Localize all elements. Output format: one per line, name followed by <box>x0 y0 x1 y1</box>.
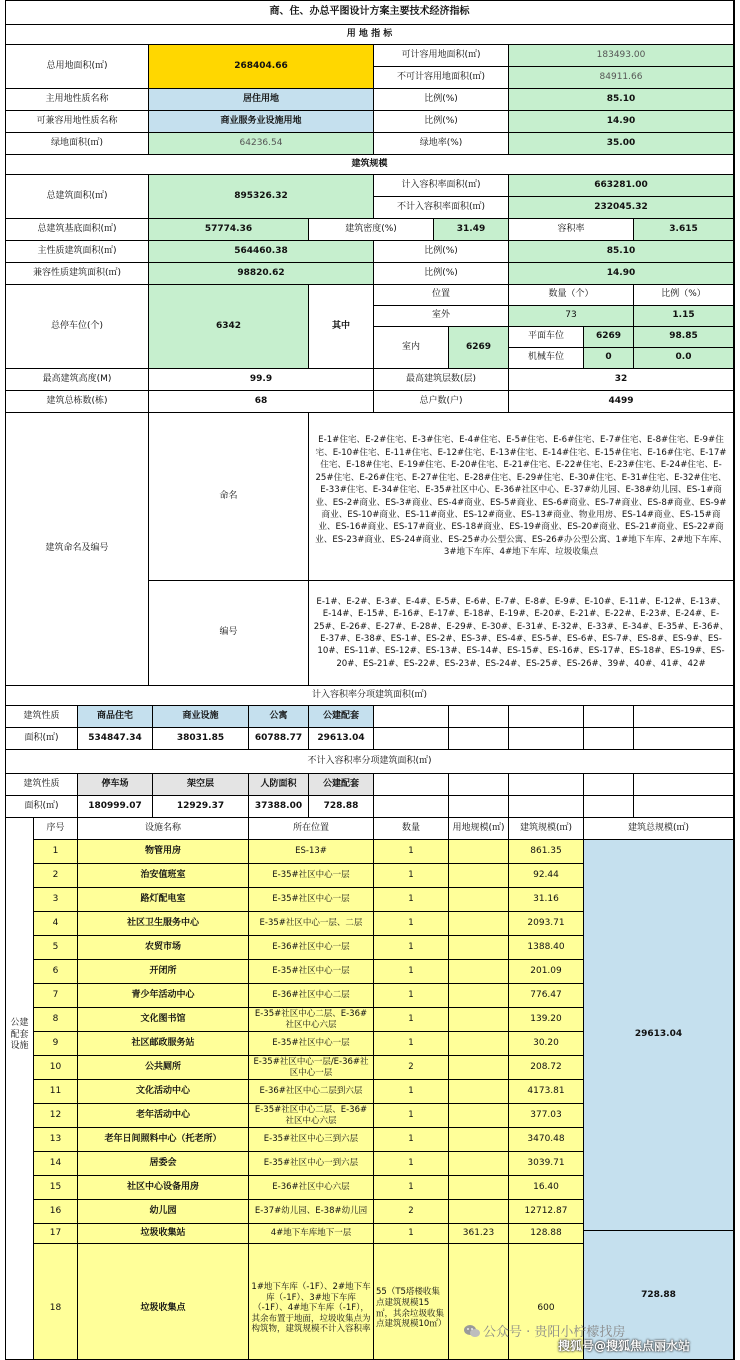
household-label: 总户数(户) <box>374 391 509 413</box>
facility-qty: 2 <box>374 1056 449 1080</box>
facility-loc: E-35#社区中心一层/E-36#社区中心一层 <box>249 1056 374 1080</box>
facility-row <box>6 1080 734 1104</box>
far-type-1: 商品住宅 <box>78 706 153 728</box>
facility-loc: E-36#社区中心二层到六层 <box>249 1080 374 1104</box>
facility-qty: 1 <box>374 1224 449 1244</box>
nonfar-area-label: 不计入容积率面积(㎡) <box>374 197 509 219</box>
far-ratio-value: 3.615 <box>634 219 734 241</box>
facility-name: 垃圾收集站 <box>78 1224 249 1244</box>
base-area-value: 57774.36 <box>149 219 309 241</box>
far-type-3: 公寓 <box>249 706 309 728</box>
parking-total-label: 总停车位(个) <box>6 285 149 369</box>
facility-loc: E-35#社区中心二层、E-36#社区中心六层 <box>249 1008 374 1032</box>
facility-loc: E-37#幼儿园、E-38#幼儿园 <box>249 1200 374 1224</box>
facility-no: 8 <box>34 1008 78 1032</box>
parking-outdoor-qty: 73 <box>509 306 634 327</box>
facility-no: 7 <box>34 984 78 1008</box>
green-area-value: 64236.54 <box>149 133 374 155</box>
facility-qty: 1 <box>374 864 449 888</box>
land-section-header: 用 地 指 标 <box>6 25 734 45</box>
facility-row <box>6 912 734 936</box>
far-value-1: 534847.34 <box>78 728 153 750</box>
facility-row <box>6 960 734 984</box>
watermark-wechat-text: 公众号 · 贵阳小柠檬找房 <box>483 1325 626 1340</box>
mixed-build-value: 98820.62 <box>149 263 374 285</box>
facility-row <box>6 1032 734 1056</box>
nonfar-value-4: 728.88 <box>309 796 374 818</box>
facility-area: 139.20 <box>509 1008 584 1032</box>
facility-name: 物管用房 <box>78 840 249 864</box>
facility-qty: 1 <box>374 1176 449 1200</box>
facility-area: 16.40 <box>509 1176 584 1200</box>
facility-row <box>6 984 734 1008</box>
facility-area: 377.03 <box>509 1104 584 1128</box>
parking-mech-qty: 0 <box>584 348 634 369</box>
parking-pos-header: 位置 <box>374 285 509 306</box>
fac-total-header: 建筑总规模(㎡) <box>584 818 734 840</box>
parking-mech-label: 机械车位 <box>509 348 584 369</box>
facility-land <box>449 1008 509 1032</box>
facility-area: 776.47 <box>509 984 584 1008</box>
facility-area: 2093.71 <box>509 912 584 936</box>
facility-no: 13 <box>34 1128 78 1152</box>
wechat-icon <box>464 1324 480 1338</box>
facility-no: 11 <box>34 1080 78 1104</box>
nonfar-type-2: 架空层 <box>153 774 249 796</box>
far-split-header: 计入容积率分项建筑面积(㎡) <box>6 686 734 706</box>
facility-area: 1388.40 <box>509 936 584 960</box>
facility-no: 5 <box>34 936 78 960</box>
parking-outdoor-ratio: 1.15 <box>634 306 734 327</box>
facility-land <box>449 1200 509 1224</box>
facility-loc: E-35#社区中心三到六层 <box>249 1128 374 1152</box>
far-value-2: 38031.85 <box>153 728 249 750</box>
facility-row <box>6 936 734 960</box>
far-ratio-label: 容积率 <box>509 219 634 241</box>
facility-no: 12 <box>34 1104 78 1128</box>
facility-land <box>449 1080 509 1104</box>
main-build-value: 564460.38 <box>149 241 374 263</box>
facility-land <box>449 936 509 960</box>
naming-label: 建筑命名及编号 <box>6 413 149 686</box>
facility-qty: 2 <box>374 1200 449 1224</box>
facility-qty: 1 <box>374 888 449 912</box>
facility-name: 文化活动中心 <box>78 1080 249 1104</box>
nonfar-type-4: 公建配套 <box>309 774 374 796</box>
parking-qty-header: 数量（个） <box>509 285 634 306</box>
far-area-label: 计入容积率面积(㎡) <box>374 175 509 197</box>
facility-no: 14 <box>34 1152 78 1176</box>
parking-flat-qty: 6269 <box>584 327 634 348</box>
facility-area: 12712.87 <box>509 1200 584 1224</box>
watermark-sohu: 搜狐号@搜狐焦点丽水站 <box>558 1339 691 1353</box>
facility-row <box>6 1200 734 1224</box>
naming-code-label: 编号 <box>149 581 309 686</box>
facility-no: 3 <box>34 888 78 912</box>
far-land-value: 183493.00 <box>509 45 734 67</box>
max-floors-label: 最高建筑层数(层) <box>374 369 509 391</box>
facility-row <box>6 888 734 912</box>
far-area-row-label: 面积(㎡) <box>6 728 78 750</box>
total-land-label: 总用地面积(㎡) <box>6 45 149 89</box>
nonfar-land-value: 84911.66 <box>509 67 734 89</box>
facility-name: 老年日间照料中心（托老所） <box>78 1128 249 1152</box>
fac-qty-header: 数量 <box>374 818 449 840</box>
facility-name: 老年活动中心 <box>78 1104 249 1128</box>
nonfar-land-label: 不可计容用地面积(㎡) <box>374 67 509 89</box>
household-value: 4499 <box>509 391 734 413</box>
far-value-4: 29613.04 <box>309 728 374 750</box>
mixed-build-ratio-value: 14.90 <box>509 263 734 285</box>
facility-name: 居委会 <box>78 1152 249 1176</box>
facility-name: 垃圾收集点 <box>78 1244 249 1360</box>
facility-loc: E-35#社区中心一层 <box>249 888 374 912</box>
fac-total-a: 29613.04 <box>584 840 734 1231</box>
facility-name: 社区卫生服务中心 <box>78 912 249 936</box>
far-area-value: 663281.00 <box>509 175 734 197</box>
facility-area: 3039.71 <box>509 1152 584 1176</box>
facility-qty: 55（T5塔楼收集点建筑规模15㎡，其余垃圾收集点建筑规模10㎡） <box>374 1244 449 1360</box>
facility-qty: 1 <box>374 1128 449 1152</box>
facility-qty: 1 <box>374 1032 449 1056</box>
main-build-ratio-value: 85.10 <box>509 241 734 263</box>
facility-qty: 1 <box>374 960 449 984</box>
facility-row <box>6 864 734 888</box>
fac-total-b: 728.88 <box>584 1231 734 1360</box>
building-count-label: 建筑总栋数(栋) <box>6 391 149 413</box>
facility-row <box>6 1152 734 1176</box>
facility-area: 208.72 <box>509 1056 584 1080</box>
facility-area: 600 <box>509 1244 584 1360</box>
parking-flat-label: 平面车位 <box>509 327 584 348</box>
facility-area: 30.20 <box>509 1032 584 1056</box>
fac-loc-header: 所在位置 <box>249 818 374 840</box>
parking-ratio-header: 比例（%） <box>634 285 734 306</box>
parking-outdoor-label: 室外 <box>374 306 509 327</box>
facility-name: 公共厕所 <box>78 1056 249 1080</box>
facility-name: 社区邮政服务站 <box>78 1032 249 1056</box>
facility-no: 16 <box>34 1200 78 1224</box>
facility-no: 1 <box>34 840 78 864</box>
facility-land <box>449 1176 509 1200</box>
facility-name: 开闭所 <box>78 960 249 984</box>
far-type-label: 建筑性质 <box>6 706 78 728</box>
facility-land <box>449 1244 509 1360</box>
fac-land-header: 用地规模(㎡) <box>449 818 509 840</box>
facility-land <box>449 864 509 888</box>
facility-area: 201.09 <box>509 960 584 984</box>
green-rate-value: 35.00 <box>509 133 734 155</box>
facility-qty: 1 <box>374 912 449 936</box>
max-floors-value: 32 <box>509 369 734 391</box>
facility-name: 社区中心设备用房 <box>78 1176 249 1200</box>
density-label: 建筑密度(%) <box>309 219 434 241</box>
nonfar-split-header: 不计入容积率分项建筑面积(㎡) <box>6 750 734 774</box>
green-rate-label: 绿地率(%) <box>374 133 509 155</box>
far-value-3: 60788.77 <box>249 728 309 750</box>
facility-name: 青少年活动中心 <box>78 984 249 1008</box>
facility-loc: ES-13# <box>249 840 374 864</box>
parking-indoor-label: 室内 <box>374 327 449 369</box>
facility-qty: 1 <box>374 1152 449 1176</box>
facility-loc: E-36#社区中心六层 <box>249 1176 374 1200</box>
main-use-ratio-label: 比例(%) <box>374 89 509 111</box>
total-build-value: 895326.32 <box>149 175 374 219</box>
facility-land <box>449 1128 509 1152</box>
mixed-use-ratio-label: 比例(%) <box>374 111 509 133</box>
facility-loc: E-35#社区中心一到六层 <box>249 1152 374 1176</box>
facility-loc: E-35#社区中心一层 <box>249 960 374 984</box>
far-type-2: 商业设施 <box>153 706 249 728</box>
green-area-label: 绿地面积(㎡) <box>6 133 149 155</box>
facility-row <box>6 1104 734 1128</box>
facility-loc: E-35#社区中心一层 <box>249 1032 374 1056</box>
facility-qty: 1 <box>374 840 449 864</box>
parking-among-label: 其中 <box>309 285 374 369</box>
facility-area: 128.88 <box>509 1224 584 1244</box>
facility-no: 2 <box>34 864 78 888</box>
nonfar-value-3: 37388.00 <box>249 796 309 818</box>
facility-area: 3470.48 <box>509 1128 584 1152</box>
facility-name: 文化图书馆 <box>78 1008 249 1032</box>
facility-name: 治安值班室 <box>78 864 249 888</box>
main-build-label: 主性质建筑面积(㎡) <box>6 241 149 263</box>
facility-land <box>449 984 509 1008</box>
total-land-value: 268404.66 <box>149 45 374 89</box>
facility-land <box>449 888 509 912</box>
nonfar-type-label: 建筑性质 <box>6 774 78 796</box>
spreadsheet <box>5 0 735 1360</box>
far-land-label: 可计容用地面积(㎡) <box>374 45 509 67</box>
facility-no: 10 <box>34 1056 78 1080</box>
building-count-value: 68 <box>149 391 374 413</box>
facility-land <box>449 1152 509 1176</box>
facility-no: 4 <box>34 912 78 936</box>
facility-land <box>449 912 509 936</box>
facility-no: 17 <box>34 1224 78 1244</box>
sheet-title: 商、住、办总平图设计方案主要技术经济指标 <box>6 1 734 25</box>
facility-area: 4173.81 <box>509 1080 584 1104</box>
max-height-value: 99.9 <box>149 369 374 391</box>
facility-loc: E-35#社区中心一层 <box>249 864 374 888</box>
facility-row <box>6 1224 734 1244</box>
facility-land: 361.23 <box>449 1224 509 1244</box>
facility-area: 861.35 <box>509 840 584 864</box>
facility-loc: E-35#社区中心二层、E-36#社区中心六层 <box>249 1104 374 1128</box>
facility-area: 92.44 <box>509 864 584 888</box>
facility-no: 9 <box>34 1032 78 1056</box>
facility-row <box>6 1128 734 1152</box>
parking-indoor-qty: 6269 <box>449 327 509 369</box>
facility-name: 农贸市场 <box>78 936 249 960</box>
facility-land <box>449 840 509 864</box>
parking-flat-ratio: 98.85 <box>634 327 734 348</box>
mixed-build-ratio-label: 比例(%) <box>374 263 509 285</box>
main-build-ratio-label: 比例(%) <box>374 241 509 263</box>
facility-row <box>6 1176 734 1200</box>
naming-name-label: 命名 <box>149 413 309 581</box>
facility-loc: E-35#社区中心一层、二层 <box>249 912 374 936</box>
facility-qty: 1 <box>374 1104 449 1128</box>
fac-group-label: 公建配套设施 <box>6 840 34 1360</box>
fac-no-header: 序号 <box>34 818 78 840</box>
mixed-use-ratio-value: 14.90 <box>509 111 734 133</box>
max-height-label: 最高建筑高度(M) <box>6 369 149 391</box>
build-section-header: 建筑规模 <box>6 155 734 175</box>
facility-loc: 1#地下车库（-1F）、2#地下车库（-1F）、3#地下车库（-1F）、4#地下车库（-1F），其余布置于地面，垃圾收集点为构筑物，建筑规模不计入容积率 <box>249 1244 374 1360</box>
naming-codes-text: E-1#、E-2#、E-3#、E-4#、E-5#、E-6#、E-7#、E-8#、E-9#、E-10#、E-11#、E-12#、E-13#、E-14#、E-15#、E-16#、E-17#、E-18#、E-19#、E-20#、E-21#、E-22#、E-23#、E-24#、E-25#、E-26#、E-27#、E-28#、E-29#、E-30#、E-31#、E-32#、E-33#、E-34#、E-35#、E-36#、E-37#、E-38#、ES-1#、ES-2#、ES-3#、ES-4#、ES-5#、ES-6#、ES-7#、ES-8#、ES-9#、ES-10#、ES-11#、ES-12#、ES-13#、ES-14#、ES-15#、ES-16#、ES-17#、ES-18#、ES-19#、ES-20#、ES-21#、ES-22#、ES-23#、ES-24#、ES-25#、ES-26#、39#、40#、41#、42# <box>309 581 734 686</box>
facility-area: 31.16 <box>509 888 584 912</box>
facility-land <box>449 1104 509 1128</box>
nonfar-value-1: 180999.07 <box>78 796 153 818</box>
parking-mech-ratio: 0.0 <box>634 348 734 369</box>
total-build-label: 总建筑面积(㎡) <box>6 175 149 219</box>
nonfar-type-3: 人防面积 <box>249 774 309 796</box>
facility-no: 6 <box>34 960 78 984</box>
mixed-use-value: 商业服务业设施用地 <box>149 111 374 133</box>
mixed-use-label: 可兼容用地性质名称 <box>6 111 149 133</box>
base-area-label: 总建筑基底面积(㎡) <box>6 219 149 241</box>
mixed-build-label: 兼容性质建筑面积(㎡) <box>6 263 149 285</box>
nonfar-type-1: 停车场 <box>78 774 153 796</box>
nonfar-area-value: 232045.32 <box>509 197 734 219</box>
facility-name: 路灯配电室 <box>78 888 249 912</box>
main-use-label: 主用地性质名称 <box>6 89 149 111</box>
facility-land <box>449 960 509 984</box>
fac-area-header: 建筑规模(㎡) <box>509 818 584 840</box>
facility-qty: 1 <box>374 984 449 1008</box>
main-use-value: 居住用地 <box>149 89 374 111</box>
nonfar-area-row-label: 面积(㎡) <box>6 796 78 818</box>
fac-name-header: 设施名称 <box>78 818 249 840</box>
facility-qty: 1 <box>374 1080 449 1104</box>
naming-names-text: E-1#住宅、E-2#住宅、E-3#住宅、E-4#住宅、E-5#住宅、E-6#住宅、E-7#住宅、E-8#住宅、E-9#住宅、E-10#住宅、E-11#住宅、E-12#住宅、E-13#住宅、E-14#住宅、E-15#住宅、E-16#住宅、E-17#住宅、E-18#住宅、E-19#住宅、E-20#住宅、E-21#住宅、E-22#住宅、E-23#住宅、E-24#住宅、E-25#住宅、E-26#住宅、E-27#住宅、E-28#住宅、E-29#住宅、E-30#住宅、E-31#住宅、E-32#住宅、E-33#住宅、E-34#住宅、E-35#社区中心、E-36#社区中心、E-37#幼儿园、E-38#幼儿园、ES-1#商业、ES-2#商业、ES-3#商业、ES-4#商业、ES-5#商业、ES-6#商业、ES-7#商业、ES-8#商业、ES-9#商业、ES-10#商业、ES-11#商业、ES-12#商业、ES-13#商业、物业用房、ES-14#商业、ES-15#商业、ES-16#商业、ES-17#商业、ES-18#商业、ES-19#商业、ES-20#商业、ES-21#商业、ES-22#商业、ES-23#商业、ES-24#商业、ES-25#办公型公寓、ES-26#办公型公寓、1#地下车库、2#地下车库、3#地下车库、4#地下车库、垃圾收集点 <box>309 413 734 581</box>
facility-land <box>449 1032 509 1056</box>
facility-qty: 1 <box>374 1008 449 1032</box>
facility-no: 15 <box>34 1176 78 1200</box>
facility-row <box>6 1056 734 1080</box>
facility-row <box>6 840 734 864</box>
facility-loc: E-36#社区中心一层 <box>249 936 374 960</box>
density-value: 31.49 <box>434 219 509 241</box>
facility-row <box>6 1008 734 1032</box>
main-use-ratio-value: 85.10 <box>509 89 734 111</box>
facility-land <box>449 1056 509 1080</box>
parking-total-value: 6342 <box>149 285 309 369</box>
facility-loc: 4#地下车库地下一层 <box>249 1224 374 1244</box>
facility-qty: 1 <box>374 936 449 960</box>
facility-no: 18 <box>34 1244 78 1360</box>
far-type-4: 公建配套 <box>309 706 374 728</box>
nonfar-value-2: 12929.37 <box>153 796 249 818</box>
facility-loc: E-36#社区中心二层 <box>249 984 374 1008</box>
facility-name: 幼儿园 <box>78 1200 249 1224</box>
